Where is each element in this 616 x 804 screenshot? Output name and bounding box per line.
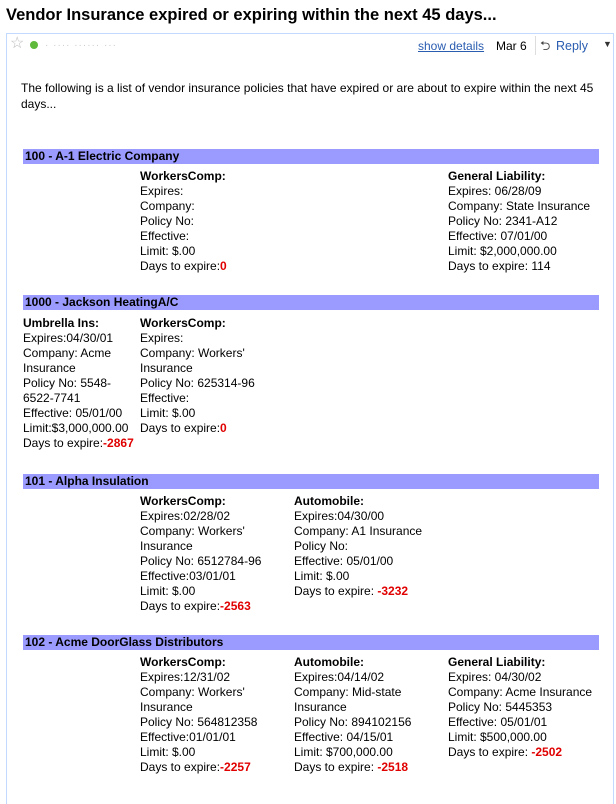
days-value: -2867 bbox=[103, 436, 134, 450]
days-to-expire bbox=[140, 760, 257, 775]
limit-field: Limit: $.00 bbox=[140, 244, 196, 258]
expires-field: Expires: bbox=[140, 331, 184, 345]
company-field-cont: Insurance bbox=[294, 700, 347, 714]
days-value: -2257 bbox=[220, 760, 251, 774]
effective-field: Effective:01/01/01 bbox=[140, 730, 236, 744]
workers-comp-block bbox=[140, 169, 227, 274]
message-card bbox=[6, 33, 614, 804]
online-status-icon bbox=[30, 41, 38, 49]
email-subject: Vendor Insurance expired or expiring within the next 45 days... bbox=[6, 6, 497, 24]
company-field-cont: Insurance bbox=[23, 361, 76, 375]
days-to-expire bbox=[294, 584, 422, 599]
policy-heading: Umbrella Ins: bbox=[23, 316, 100, 330]
intro-text: The following is a list of vendor insurance policies that have expired or are about to expire within the next 45 days... bbox=[21, 81, 594, 111]
automobile-block bbox=[294, 494, 422, 599]
company-field: Company: State Insurance bbox=[448, 199, 591, 213]
message-date: Mar 6 bbox=[496, 39, 527, 53]
company-field: Company: Mid-state bbox=[294, 685, 402, 699]
effective-field: Effective:03/01/01 bbox=[140, 569, 236, 583]
star-icon[interactable]: ☆ bbox=[10, 35, 25, 52]
effective-field: Effective: bbox=[140, 391, 190, 405]
policy-no-field: Policy No: 564812358 bbox=[140, 715, 258, 729]
days-to-expire: Days to expire: 114 bbox=[448, 259, 551, 273]
expires-field: Expires: 06/28/09 bbox=[448, 184, 542, 198]
policy-heading: WorkersComp: bbox=[140, 316, 226, 330]
show-details-link[interactable]: show details bbox=[418, 39, 485, 53]
policy-no-field: Policy No: bbox=[294, 539, 349, 553]
policy-heading: WorkersComp: bbox=[140, 494, 226, 508]
days-to-expire bbox=[294, 760, 411, 775]
company-field: Company: bbox=[140, 199, 195, 213]
workers-comp-block bbox=[140, 494, 261, 614]
days-to-expire bbox=[23, 436, 134, 451]
days-to-expire bbox=[140, 259, 227, 274]
days-to-expire bbox=[140, 421, 255, 436]
policy-no-field: Policy No: 5548- bbox=[23, 376, 112, 390]
policy-no-field: Policy No: 6512784-96 bbox=[140, 554, 262, 568]
vendor-header bbox=[23, 635, 599, 650]
expires-field: Expires:02/28/02 bbox=[140, 509, 231, 523]
policy-heading: General Liability: bbox=[448, 169, 546, 183]
policy-heading: WorkersComp: bbox=[140, 169, 226, 183]
vendor-name: 101 - Alpha Insulation bbox=[25, 474, 149, 488]
policy-heading: Automobile: bbox=[294, 494, 364, 508]
company-field: Company: A1 Insurance bbox=[294, 524, 423, 538]
effective-field: Effective: 07/01/00 bbox=[448, 229, 548, 243]
days-value: -2563 bbox=[220, 599, 251, 613]
vendor-name: 1000 - Jackson HeatingA/C bbox=[25, 295, 179, 309]
days-value: 0 bbox=[220, 421, 227, 435]
limit-field: Limit: $2,000,000.00 bbox=[448, 244, 557, 258]
days-label: Days to expire: bbox=[140, 760, 221, 774]
days-to-expire bbox=[448, 745, 592, 760]
company-field: Company: Acme Insurance bbox=[448, 685, 593, 699]
days-label: Days to expire: bbox=[448, 745, 532, 759]
sender-name[interactable]: · ···· ······ ··· bbox=[45, 40, 117, 51]
days-label: Days to expire: bbox=[23, 436, 104, 450]
limit-field: Limit:$3,000,000.00 bbox=[23, 421, 129, 435]
policy-no-field-cont: 6522-7741 bbox=[23, 391, 81, 405]
company-field-cont: Insurance bbox=[140, 539, 193, 553]
policy-heading: General Liability: bbox=[448, 655, 546, 669]
vendor-header bbox=[23, 474, 599, 489]
effective-field: Effective: 05/01/01 bbox=[448, 715, 548, 729]
policy-no-field: Policy No: 5445353 bbox=[448, 700, 553, 714]
policy-no-field: Policy No: 894102156 bbox=[294, 715, 412, 729]
limit-field: Limit: $.00 bbox=[140, 406, 196, 420]
days-label: Days to expire: bbox=[294, 584, 378, 598]
policy-no-field: Policy No: bbox=[140, 214, 195, 228]
reply-button-group[interactable] bbox=[535, 36, 612, 55]
company-field-cont: Insurance bbox=[140, 700, 193, 714]
general-liability-block bbox=[448, 655, 592, 760]
reply-button[interactable]: Reply bbox=[556, 39, 588, 53]
policy-no-field: Policy No: 2341-A12 bbox=[448, 214, 558, 228]
policy-no-field: Policy No: 625314-96 bbox=[140, 376, 255, 390]
days-label: Days to expire: bbox=[140, 421, 221, 435]
vendor-header bbox=[23, 149, 599, 164]
limit-field: Limit: $.00 bbox=[140, 584, 196, 598]
expires-field: Expires: bbox=[140, 184, 184, 198]
expires-field: Expires:04/30/01 bbox=[23, 331, 114, 345]
reply-arrow-icon[interactable]: ⮌ bbox=[540, 38, 551, 53]
expires-field: Expires: 04/30/02 bbox=[448, 670, 542, 684]
company-field: Company: Acme bbox=[23, 346, 112, 360]
workers-comp-block bbox=[140, 316, 255, 436]
vendor-name: 102 - Acme DoorGlass Distributors bbox=[25, 635, 224, 649]
limit-field: Limit: $500,000.00 bbox=[448, 730, 547, 744]
days-label: Days to expire: bbox=[140, 259, 221, 273]
days-label: Days to expire: bbox=[294, 760, 378, 774]
vendor-name: 100 - A-1 Electric Company bbox=[25, 149, 180, 163]
vendor-header bbox=[23, 295, 599, 310]
limit-field: Limit: $.00 bbox=[140, 745, 196, 759]
days-value: -2502 bbox=[531, 745, 563, 759]
company-field-cont: Insurance bbox=[140, 361, 193, 375]
days-value: 0 bbox=[220, 259, 227, 273]
expires-field: Expires:04/14/02 bbox=[294, 670, 385, 684]
limit-field: Limit: $700,000.00 bbox=[294, 745, 393, 759]
automobile-block bbox=[294, 655, 411, 775]
policy-heading: Automobile: bbox=[294, 655, 364, 669]
company-field: Company: Workers' bbox=[140, 524, 245, 538]
days-to-expire bbox=[140, 599, 261, 614]
days-value: -3232 bbox=[377, 584, 409, 598]
effective-field: Effective: bbox=[140, 229, 190, 243]
policy-heading: WorkersComp: bbox=[140, 655, 226, 669]
chevron-down-icon[interactable]: ▼ bbox=[603, 39, 612, 49]
company-field: Company: Workers' bbox=[140, 346, 245, 360]
expires-field: Expires:12/31/02 bbox=[140, 670, 231, 684]
general-liability-block bbox=[448, 169, 590, 274]
message-header[interactable] bbox=[7, 34, 613, 59]
limit-field: Limit: $.00 bbox=[294, 569, 350, 583]
effective-field: Effective: 04/15/01 bbox=[294, 730, 394, 744]
expires-field: Expires:04/30/00 bbox=[294, 509, 385, 523]
company-field: Company: Workers' bbox=[140, 685, 245, 699]
days-value: -2518 bbox=[377, 760, 409, 774]
days-label: Days to expire: bbox=[140, 599, 221, 613]
workers-comp-block bbox=[140, 655, 257, 775]
umbrella-block bbox=[23, 316, 134, 451]
effective-field: Effective: 05/01/00 bbox=[23, 406, 123, 420]
effective-field: Effective: 05/01/00 bbox=[294, 554, 394, 568]
